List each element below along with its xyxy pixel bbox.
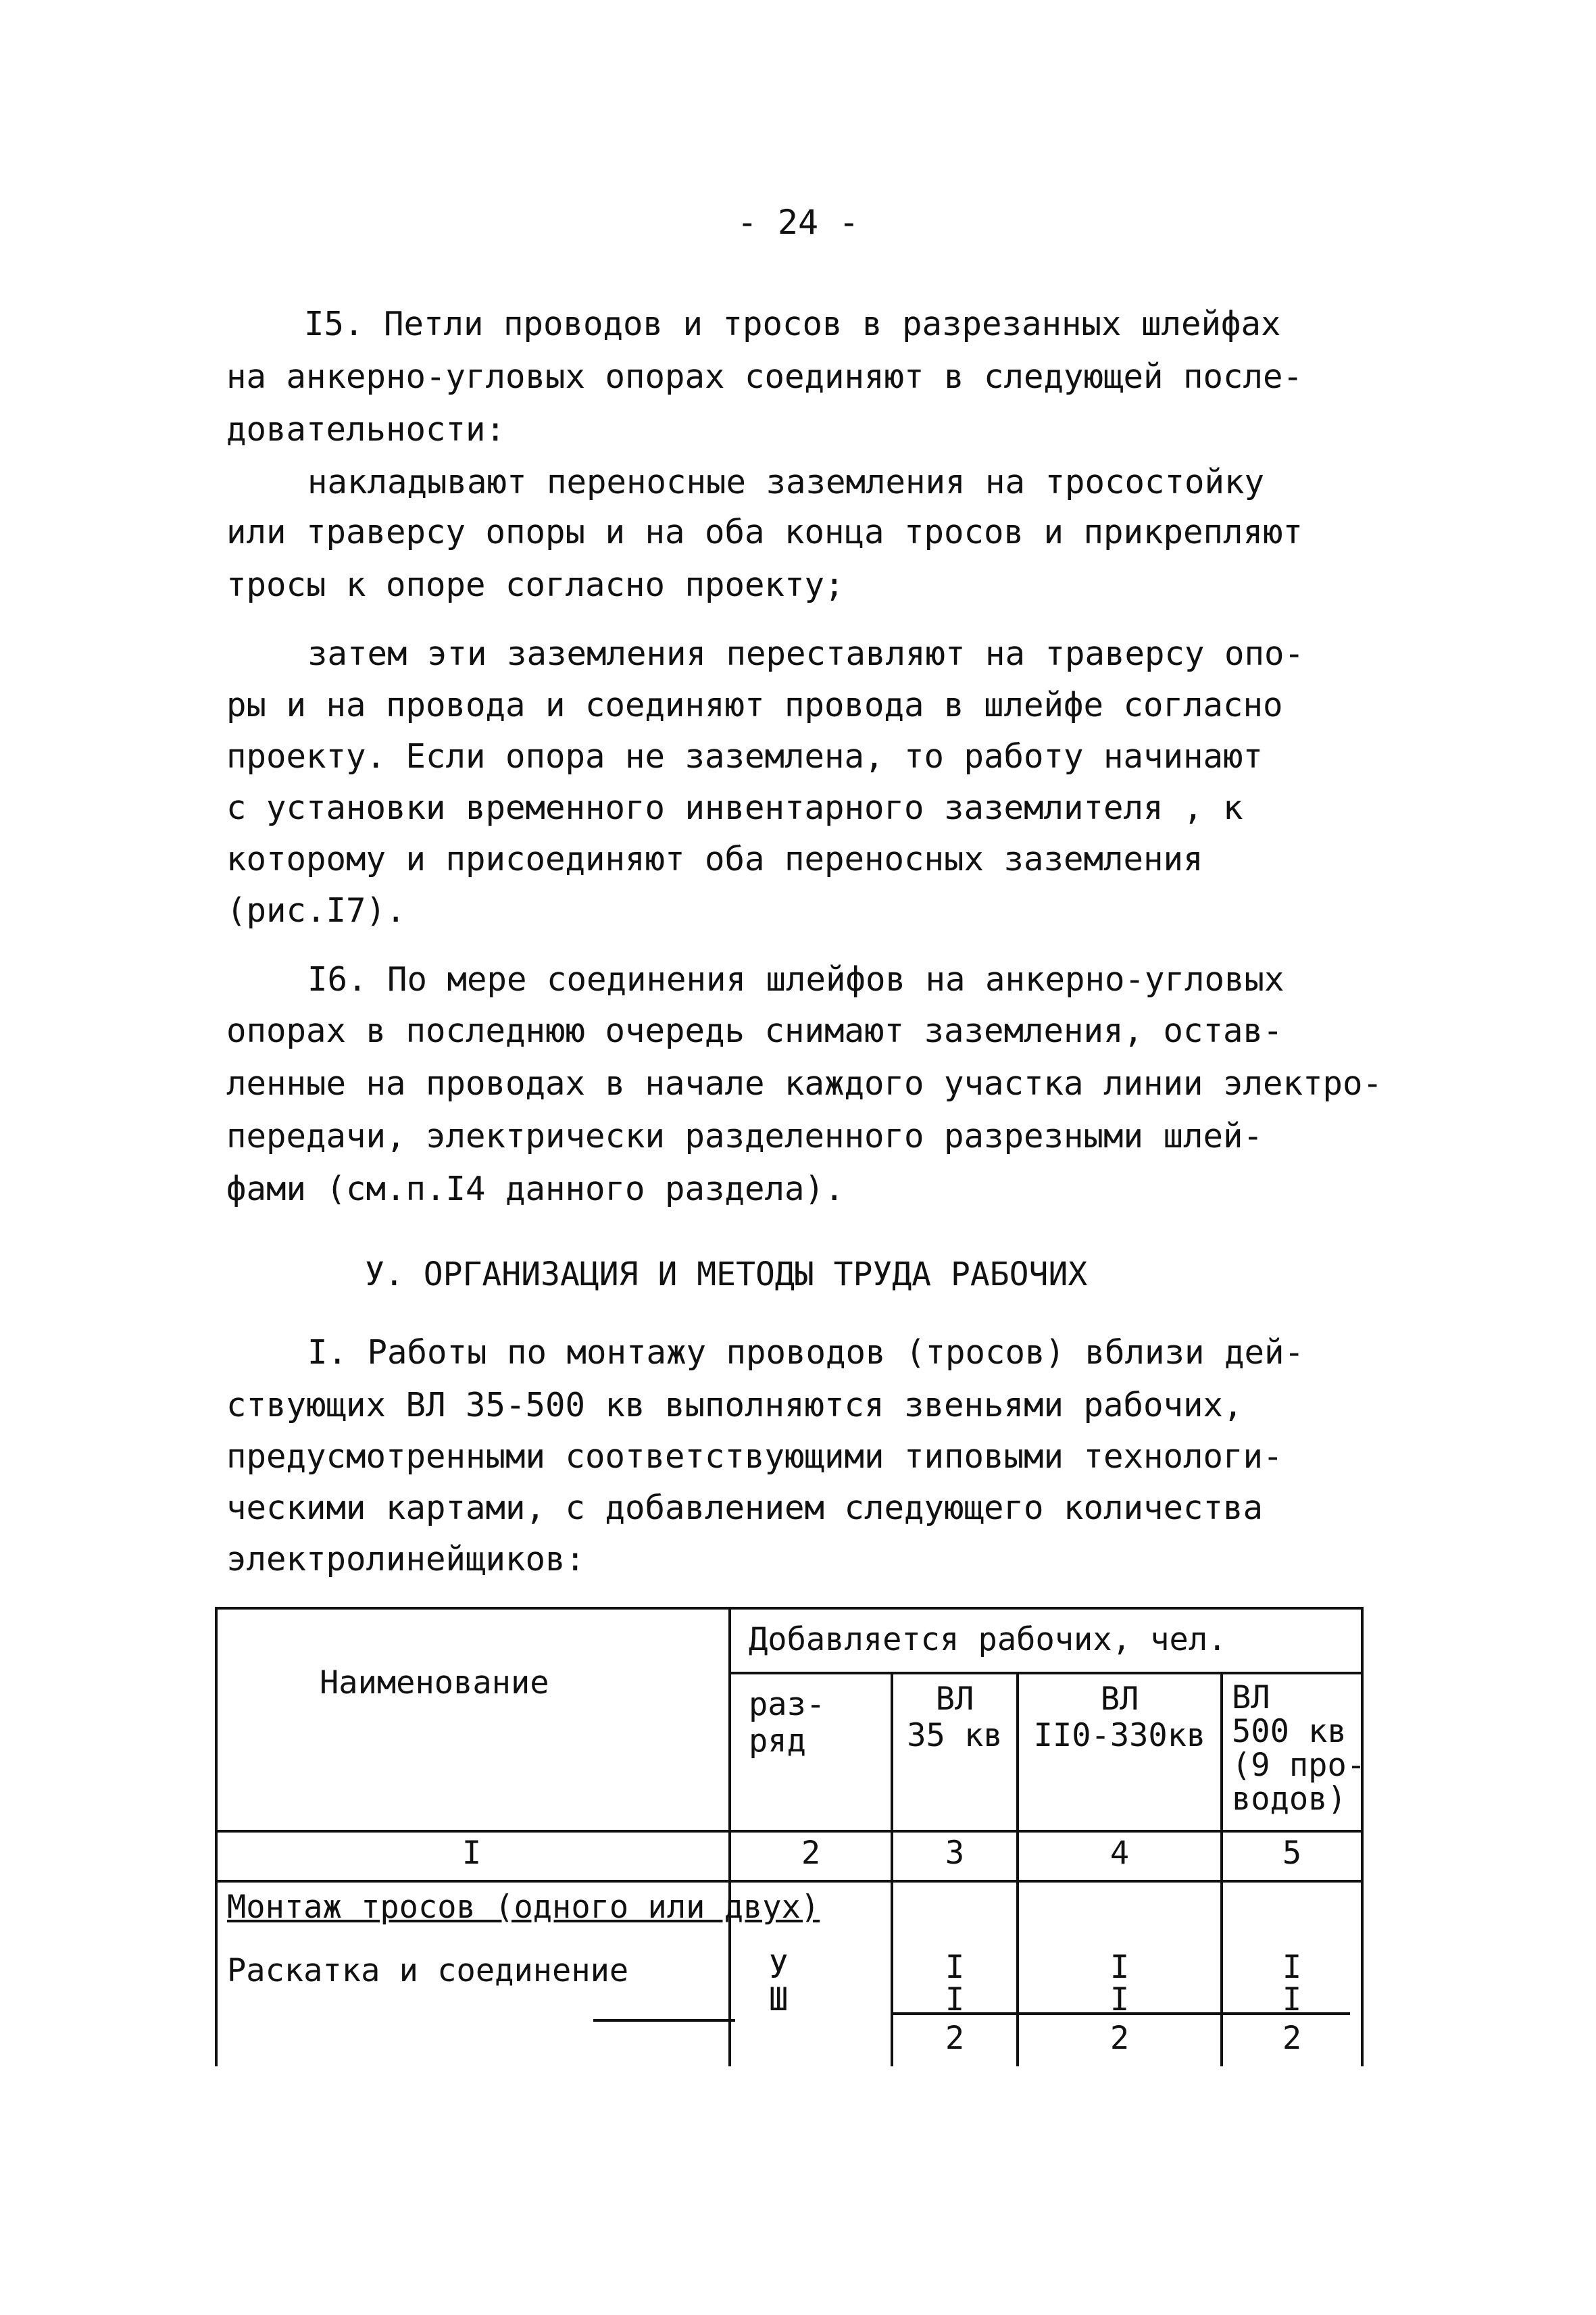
section-row-label: Монтаж тросов (одного или двух) <box>227 1889 820 1926</box>
col-number-2: 2 <box>801 1835 821 1872</box>
paragraph-1-line-5: электролинейщиков: <box>226 1540 586 1578</box>
table-border-top <box>215 1607 1364 1610</box>
paragraph-15-line-5: или траверсу опоры и на оба конца тросов и прикрепляют <box>226 513 1303 551</box>
paragraph-16-line-5: фами (см.п.I4 данного раздела). <box>226 1170 845 1208</box>
total-vl500: 2 <box>1282 2020 1302 2057</box>
total-vl110: 2 <box>1109 2020 1130 2057</box>
page-number: - 24 - <box>737 203 859 242</box>
paragraph-15-line-1: I5. Петли проводов и тросов в разрезанных шлейфах <box>304 305 1281 343</box>
paragraph-15-cont-line-4: с установки временного инвентарного заземлителя , к <box>226 789 1243 827</box>
paragraph-16-line-1: I6. По мере соединения шлейфов на анкерно-угловых <box>307 960 1285 999</box>
table-rule-numbers-bottom <box>215 1880 1364 1883</box>
col-number-1: I <box>462 1835 482 1872</box>
row-vl35: I I <box>945 1949 965 2018</box>
paragraph-15-line-2: на анкерно-угловых опорах соединяют в следующей после- <box>226 357 1303 396</box>
paragraph-15-line-6: тросы к опоре согласно проекту; <box>226 566 845 604</box>
section-heading: У. ОРГАНИЗАЦИЯ И МЕТОДЫ ТРУДА РАБОЧИХ <box>365 1255 1088 1293</box>
paragraph-1-line-4: ческими картами, с добавлением следующего количества <box>226 1489 1264 1527</box>
workers-table <box>215 1607 1364 2066</box>
total-vl35: 2 <box>945 2020 965 2057</box>
header-vl500: ВЛ 500 кв (9 про- водов) <box>1232 1679 1366 1818</box>
paragraph-15-cont-line-5: которому и присоединяют оба переносных заземления <box>226 840 1203 878</box>
header-name: Наименование <box>320 1664 549 1701</box>
header-vl35: ВЛ 35 кв <box>907 1681 1003 1754</box>
paragraph-1-line-2: ствующих ВЛ 35-500 кв выполняются звеньями рабочих, <box>226 1386 1243 1424</box>
row-vl500: I I <box>1282 1949 1302 2018</box>
paragraph-15-cont-line-6: (рис.I7). <box>226 891 406 930</box>
table-rule-header-bottom <box>215 1830 1364 1833</box>
paragraph-15-cont-line-3: проекту. Если опора не заземлена, то работу начинают <box>226 737 1264 776</box>
paragraph-15-cont-line-2: ры и на провода и соединяют провода в шлейфе согласно <box>226 686 1283 724</box>
row-razryad: У Ш <box>769 1949 789 2018</box>
col-number-5: 5 <box>1282 1835 1302 1872</box>
paragraph-15-line-3: довательности: <box>226 410 506 449</box>
col-number-4: 4 <box>1109 1835 1130 1872</box>
paragraph-15-line-4: накладывают переносные заземления на тросостойку <box>307 463 1265 501</box>
paragraph-16-line-3: ленные на проводах в начале каждого участка линии электро- <box>226 1064 1383 1103</box>
table-rule-label <box>593 2019 735 2022</box>
row-vl110: I I <box>1109 1949 1130 2018</box>
paragraph-16-line-4: передачи, электрически разделенного разрезными шлей- <box>226 1117 1264 1155</box>
row-label: Раскатка и соединение <box>227 1952 629 1989</box>
table-rule-subheader <box>730 1672 1364 1674</box>
header-group: Добавляется рабочих, чел. <box>749 1621 1227 1658</box>
header-vl110: ВЛ II0-330кв <box>1033 1681 1206 1754</box>
paragraph-16-line-2: опорах в последнюю очередь снимают заземления, остав- <box>226 1012 1283 1050</box>
col-number-3: 3 <box>945 1835 965 1872</box>
paragraph-1-line-1: I. Работы по монтажу проводов (тросов) вблизи дей- <box>307 1333 1305 1372</box>
table-border-right <box>1361 1607 1364 2066</box>
paragraph-1-line-3: предусмотренными соответствующими типовыми технологи- <box>226 1437 1283 1476</box>
header-razryad: раз- ряд <box>749 1686 826 1760</box>
paragraph-15-cont-line-1: затем эти заземления переставляют на траверсу опо- <box>307 634 1305 673</box>
